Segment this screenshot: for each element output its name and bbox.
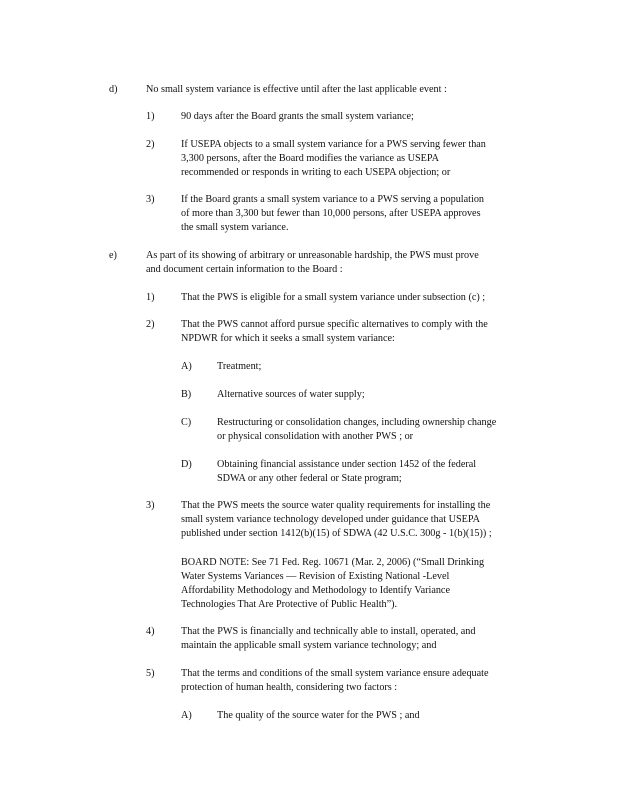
subsection-d-text: No small system variance is effective until after the last applicable event : (146, 84, 447, 95)
d-item-1-text: 90 days after the Board grants the small system variance; (181, 111, 414, 122)
e-item-4-label: 4) (146, 626, 155, 637)
e2-subitem-b-label: B) (181, 389, 192, 400)
e-item-4-text: That the PWS is financially and technically able to install, operated, and maintain the applicable small system variance technology; and (181, 626, 476, 651)
e2-subitem-d-label: D) (181, 459, 192, 470)
e-item-1-text: That the PWS is eligible for a small system variance under subsection (c) ; (181, 292, 486, 303)
subsection-e-label: e) (109, 250, 117, 261)
e5-subitem-a-text: The quality of the source water for the PWS ; and (217, 710, 420, 721)
d-item-1-label: 1) (146, 111, 155, 122)
d-item-2-label: 2) (146, 139, 155, 150)
subsection-e-text: As part of its showing of arbitrary or unreasonable hardship, the PWS must prove and document certain information to the Board : (146, 250, 479, 275)
e-item-3-label: 3) (146, 500, 155, 511)
subsection-d-label: d) (109, 84, 118, 95)
e-item-5-text: That the terms and conditions of the small system variance ensure adequate protection of human health, considering two factors : (181, 668, 489, 693)
e-item-3-text: That the PWS meets the source water quality requirements for installing the small system variance technology developed under guidance that USEPA published under section 1412(b)(15) of SDWA (42 U.S.C. 300g - 1(b)(15)) ; (181, 500, 492, 539)
e2-subitem-c-text: Restructuring or consolidation changes, including ownership change or physical consolidation with another PWS ; or (217, 417, 497, 442)
d-item-2-text: If USEPA objects to a small system variance for a PWS serving fewer than 3,300 persons, after the Board modifies the variance as USEPA recommended or responds in writing to each USEPA objection; or (181, 139, 486, 178)
d-item-3-text: If the Board grants a small system variance to a PWS serving a population of more than 3,300 but fewer than 10,000 persons, after USEPA approves the small system variance. (181, 194, 485, 233)
e-item-1-label: 1) (146, 292, 155, 303)
e5-subitem-a-label: A) (181, 710, 192, 721)
e-item-5-label: 5) (146, 668, 155, 679)
e-item-2-text: That the PWS cannot afford pursue specific alternatives to comply with the NPDWR for which it seeks a small system variance: (181, 319, 488, 344)
d-item-3-label: 3) (146, 194, 155, 205)
e2-subitem-d-text: Obtaining financial assistance under section 1452 of the federal SDWA or any other federal or State program; (217, 459, 477, 484)
e-item-2-label: 2) (146, 319, 155, 330)
e2-subitem-a-text: Treatment; (217, 361, 262, 372)
e2-subitem-b-text: Alternative sources of water supply; (217, 389, 365, 400)
board-note: BOARD NOTE: See 71 Fed. Reg. 10671 (Mar. 2, 2006) (“Small Drinking Water Systems Variances — Revision of Existing National -Level Affordability Methodology and Methodology to Identify Variance Technologies That Are Protective of Public Health”). (181, 557, 485, 610)
e2-subitem-c-label: C) (181, 417, 192, 428)
e2-subitem-a-label: A) (181, 361, 192, 372)
